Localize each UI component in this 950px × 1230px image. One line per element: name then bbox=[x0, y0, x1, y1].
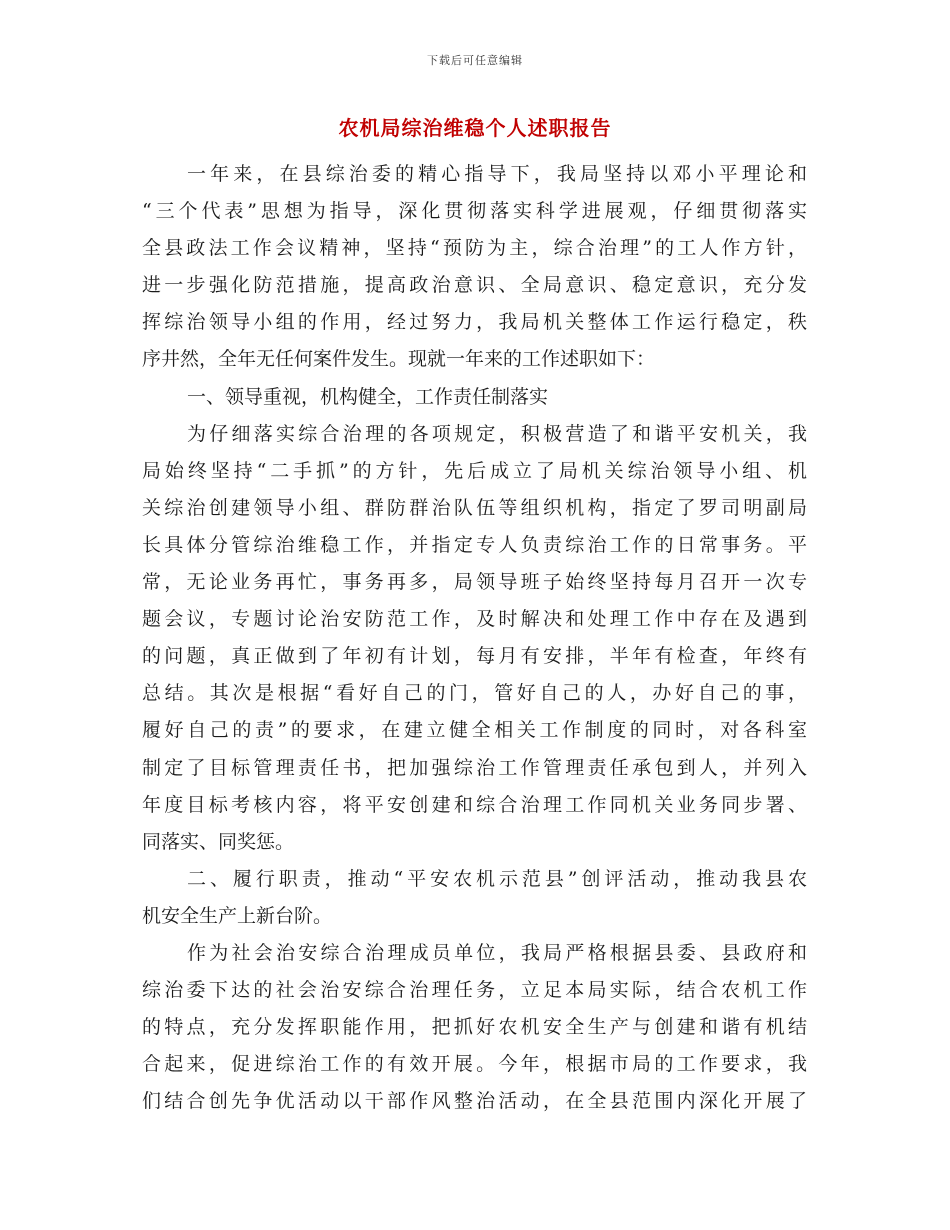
body-line: 履好自己的责”的要求，在建立健全相关工作制度的同时，对各科室 bbox=[142, 719, 807, 742]
body-line: 总结。其次是根据“看好自己的门，管好自己的人，办好自己的事， bbox=[142, 682, 807, 705]
body-line: 长具体分管综治维稳工作，并指定专人负责综治工作的日常事务。平 bbox=[142, 533, 807, 556]
body-line: 关综治创建领导小组、群防群治队伍等组织机构，指定了罗司明副局 bbox=[142, 496, 807, 519]
body-line: 常，无论业务再忙，事务再多，局领导班子始终坚持每月召开一次专 bbox=[142, 571, 807, 594]
body-line: 同落实、同奖惩。 bbox=[142, 830, 295, 853]
body-line: 的问题，真正做到了年初有计划，每月有安排，半年有检查，年终有 bbox=[142, 645, 807, 668]
body-line: 全县政法工作会议精神，坚持“预防为主，综合治理”的工人作方针， bbox=[142, 237, 807, 260]
body-line: 合起来，促进综治工作的有效开展。今年，根据市局的工作要求，我 bbox=[142, 1053, 807, 1076]
body-line: 一年来，在县综治委的精心指导下，我局坚持以邓小平理论和 bbox=[187, 163, 807, 185]
body-line: 们结合创先争优活动以干部作风整治活动，在全县范围内深化开展了 bbox=[142, 1090, 807, 1113]
body-line: 综治委下达的社会治安综合治理任务，立足本局实际，结合农机工作 bbox=[142, 979, 807, 1002]
section-heading: 二、履行职责，推动“平安农机示范县”创评活动，推动我县农 bbox=[187, 867, 807, 890]
body-line: 制定了目标管理责任书，把加强综治工作管理责任承包到人，并列入 bbox=[142, 756, 807, 779]
body-line: “三个代表”思想为指导，深化贯彻落实科学进展观，仔细贯彻落实 bbox=[142, 200, 807, 223]
document-body bbox=[142, 156, 807, 1120]
body-line: 题会议，专题讨论治安防范工作，及时解决和处理工作中存在及遇到 bbox=[142, 608, 807, 631]
section-heading: 一、领导重视，机构健全，工作责任制落实 bbox=[187, 385, 549, 408]
body-line: 的特点，充分发挥职能作用，把抓好农机安全生产与创建和谐有机结 bbox=[142, 1016, 807, 1039]
body-line: 年度目标考核内容，将平安创建和综合治理工作同机关业务同步署、 bbox=[142, 793, 807, 816]
header-note: 下载后可任意编辑 bbox=[427, 54, 523, 67]
body-line: 作为社会治安综合治理成员单位，我局严格根据县委、县政府和 bbox=[187, 941, 807, 964]
body-line: 进一步强化防范措施，提高政治意识、全局意识、稳定意识，充分发 bbox=[142, 274, 807, 297]
section-heading: 机安全生产上新台阶。 bbox=[142, 904, 333, 927]
body-line: 挥综治领导小组的作用，经过努力，我局机关整体工作运行稳定，秩 bbox=[142, 311, 807, 334]
body-line: 局始终坚持“二手抓”的方针，先后成立了局机关综治领导小组、机 bbox=[142, 459, 807, 482]
body-line: 为仔细落实综合治理的各项规定，积极营造了和谐平安机关，我 bbox=[187, 422, 807, 445]
body-line: 序井然，全年无任何案件发生。现就一年来的工作述职如下： bbox=[142, 348, 656, 371]
document-title: 农机局综治维稳个人述职报告 bbox=[338, 116, 612, 140]
